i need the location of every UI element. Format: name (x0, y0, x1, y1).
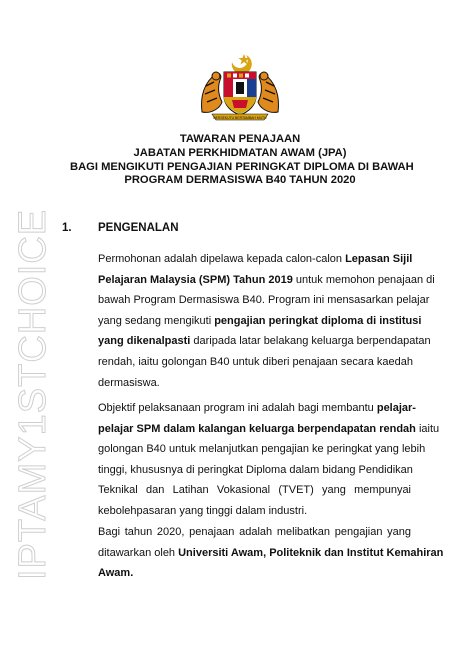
paragraph-1 (98, 249, 435, 393)
title-line-1: TAWARAN PENAJAAN (179, 133, 301, 145)
document-title (70, 133, 414, 188)
text-run: untuk memohon penajaan di (292, 273, 435, 286)
text-run: daripada latar belakang keluarga berpendapatan (190, 335, 431, 348)
section-title: PENGENALAN (98, 222, 179, 234)
p3-line: Bagi tahun 2020, penajaan adalah melibatkan pengajian yang (98, 526, 411, 538)
p2-line: Teknikal dan Latihan Vokasional (TVET) yang mempunyai (98, 484, 411, 497)
bold-run: Pelajaran Malaysia (SPM) Tahun 2019 (98, 273, 293, 286)
title-line-2: JABATAN PERKHIDMATAN AWAM (JPA) (133, 146, 347, 159)
p1-line (98, 331, 431, 352)
paragraph-3 (98, 522, 444, 584)
bold-run: pelajar- (376, 402, 416, 414)
bold-run: yang dikenalpasti (98, 335, 191, 348)
p2-line (98, 419, 440, 440)
p3-line: Awam. (98, 567, 134, 580)
title-line-3: BAGI MENGIKUTI PENGAJIAN PERINGKAT DIPLOMA DI BAWAH (70, 160, 414, 173)
bold-run: Universiti Awam, Politeknik dan Institut Kemahiran (178, 546, 444, 559)
title-line-4: PROGRAM DERMASISWA B40 TAHUN 2020 (124, 174, 356, 187)
p1-line (98, 311, 422, 332)
text-run: yang sedang mengikuti (98, 314, 215, 327)
p1-line: rendah, iaitu golongan B40 untuk diberi penajaan secara kaedah (98, 355, 413, 368)
paragraph-2 (98, 398, 440, 522)
p2-line: tinggi, khususnya di peringkat Diploma dalam bidang Pendidikan (98, 463, 413, 476)
p2-line: golongan B40 untuk melanjutkan pengajian ke peringkat yang lebih (98, 443, 426, 456)
crest-banner-text: BERSEKUTU BERTAMBAH MUTU (213, 115, 267, 120)
p2-line: kebolehpasaran yang tinggi dalam industri. (98, 504, 308, 517)
bold-run: Lepasan Sijil (345, 253, 413, 265)
p1-line: bawah Program Dermasiswa B40. Program ini mensasarkan pelajar (98, 294, 430, 307)
p1-line (98, 270, 435, 291)
text-run: iaitu (415, 422, 440, 435)
text-run: Objektif pelaksanaan program ini adalah bagi membantu (98, 402, 377, 414)
section-number: 1. (62, 222, 72, 234)
bold-run: pengajian peringkat diploma di institusi (214, 314, 422, 327)
watermark-text: IPTAMY1STCHOICE (12, 208, 54, 580)
p3-line (98, 543, 444, 564)
p2-line (98, 398, 416, 419)
p1-line (98, 249, 411, 270)
p1-line: dermasiswa. (98, 376, 160, 389)
text-run: Permohonan adalah dipelawa kepada calon-calon (98, 253, 346, 265)
coat-of-arms-icon (194, 52, 286, 122)
text-run: ditawarkan oleh (98, 546, 179, 559)
bold-run: pelajar SPM dalam kalangan keluarga berpendapatan rendah (98, 422, 416, 435)
